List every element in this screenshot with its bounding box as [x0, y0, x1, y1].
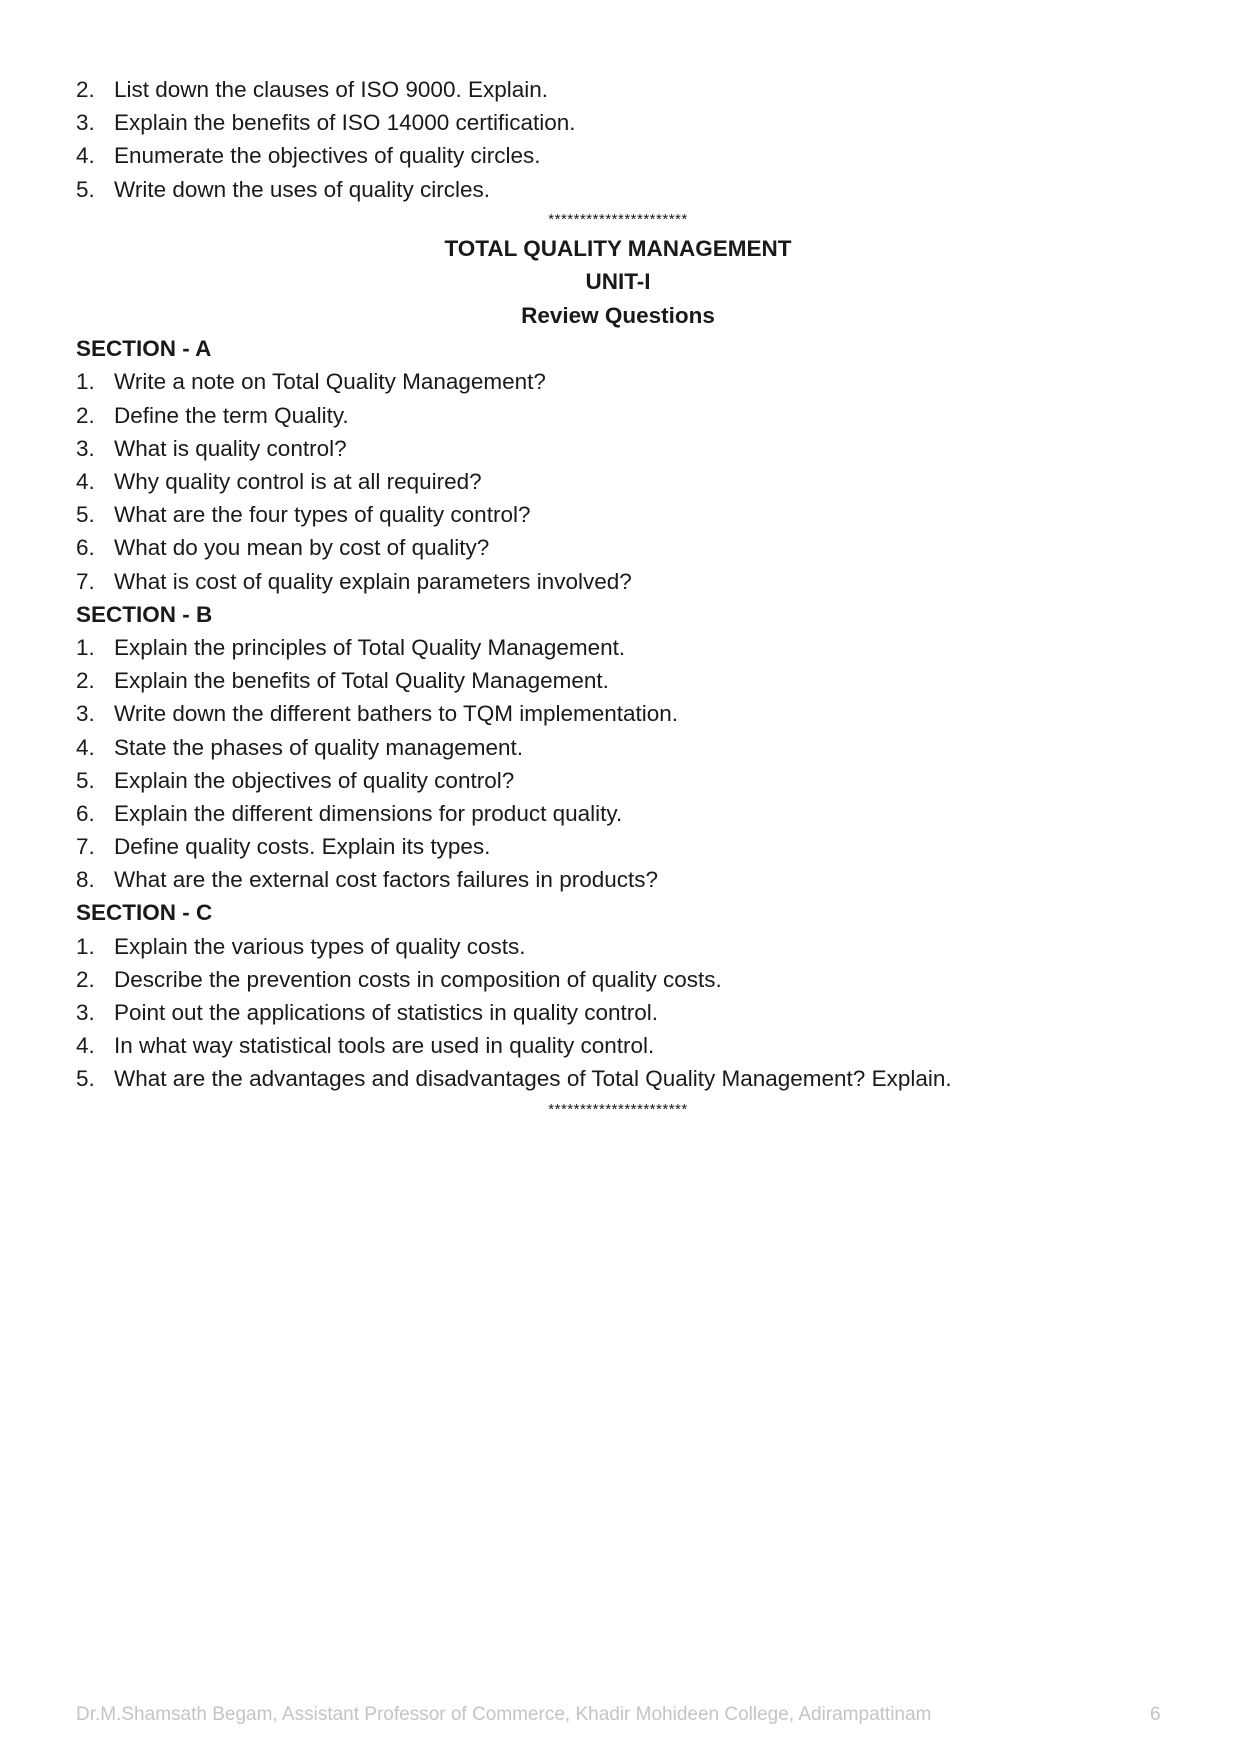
question-text: What is quality control? — [114, 435, 347, 461]
page-number: 6 — [1150, 1704, 1161, 1725]
section-c-heading: SECTION - C — [76, 900, 213, 926]
question-text: In what way statistical tools are used in quality control. — [114, 1033, 655, 1059]
question-item — [76, 1029, 1176, 1062]
question-number: 8. — [76, 867, 95, 893]
question-text: Write a note on Total Quality Management? — [114, 369, 546, 395]
question-text: Explain the benefits of Total Quality Management. — [114, 668, 609, 694]
question-item — [76, 432, 1176, 465]
question-number: 2. — [76, 402, 95, 428]
question-number: 1. — [76, 634, 95, 660]
question-text: Explain the objectives of quality control? — [114, 767, 515, 793]
question-item — [76, 465, 1176, 498]
question-item — [76, 631, 1176, 664]
question-number: 4. — [76, 1033, 95, 1059]
document-title: TOTAL QUALITY MANAGEMENT — [444, 235, 792, 261]
separator-stars: ********************** — [548, 1100, 688, 1118]
section-a-heading: SECTION - A — [76, 336, 212, 362]
question-item — [76, 697, 1176, 730]
question-item — [76, 139, 1176, 172]
question-text: Explain the benefits of ISO 14000 certification. — [114, 110, 576, 136]
question-text: What are the advantages and disadvantages of Total Quality Management? Explain. — [114, 1066, 952, 1092]
question-item — [76, 106, 1176, 139]
question-number: 5. — [76, 502, 95, 528]
unit-heading: UNIT-I — [585, 269, 651, 295]
section-c-question-list — [76, 930, 1176, 1096]
question-item — [76, 863, 1176, 896]
question-number: 7. — [76, 834, 95, 860]
question-text: Describe the prevention costs in composition of quality costs. — [114, 966, 722, 992]
page-footer: Dr.M.Shamsath Begam, Assistant Professor of Commerce, Khadir Mohideen College, Adirampattinam — [76, 1704, 932, 1725]
question-item — [76, 830, 1176, 863]
question-number: 5. — [76, 1066, 95, 1092]
question-number: 4. — [76, 734, 95, 760]
section-b-question-list — [76, 631, 1176, 897]
question-number: 6. — [76, 535, 95, 561]
question-text: Define quality costs. Explain its types. — [114, 834, 491, 860]
review-questions-heading: Review Questions — [521, 302, 715, 328]
question-item — [76, 930, 1176, 963]
question-item — [76, 664, 1176, 697]
question-number: 2. — [76, 966, 95, 992]
question-item — [76, 731, 1176, 764]
question-text: What is cost of quality explain parameters involved? — [114, 568, 632, 594]
question-number: 2. — [76, 77, 95, 102]
question-text: Write down the uses of quality circles. — [114, 176, 490, 202]
section-b-heading: SECTION - B — [76, 601, 213, 627]
question-item — [76, 531, 1176, 564]
section-a-question-list — [76, 365, 1176, 597]
question-text: Enumerate the objectives of quality circles. — [114, 143, 541, 169]
question-text: What do you mean by cost of quality? — [114, 535, 490, 561]
question-number: 1. — [76, 933, 95, 959]
question-text: State the phases of quality management. — [114, 734, 524, 760]
question-text: Point out the applications of statistics in quality control. — [114, 1000, 659, 1025]
question-number: 7. — [76, 568, 95, 594]
question-text: Explain the principles of Total Quality Management. — [114, 634, 626, 660]
question-text: List down the clauses of ISO 9000. Explain. — [114, 77, 549, 102]
question-item — [76, 399, 1176, 432]
question-item — [76, 963, 1176, 996]
question-item — [76, 365, 1176, 398]
question-text: What are the external cost factors failures in products? — [114, 867, 659, 893]
question-text: Explain the various types of quality costs. — [114, 933, 526, 959]
page-content — [76, 73, 1176, 1122]
question-item — [76, 996, 1176, 1029]
question-item — [76, 1062, 1176, 1095]
previous-question-list — [76, 73, 1176, 206]
question-number: 3. — [76, 110, 95, 136]
question-item — [76, 173, 1176, 206]
question-item — [76, 565, 1176, 598]
question-number: 5. — [76, 767, 95, 793]
question-item — [76, 797, 1176, 830]
question-number: 1. — [76, 369, 95, 395]
question-number: 3. — [76, 1000, 95, 1025]
question-number: 3. — [76, 701, 95, 727]
question-item — [76, 73, 1176, 106]
question-number: 5. — [76, 176, 95, 202]
question-number: 4. — [76, 469, 95, 494]
question-number: 4. — [76, 143, 95, 169]
separator-stars: ********************** — [548, 210, 688, 228]
question-text: Explain the different dimensions for product quality. — [114, 800, 623, 826]
question-number: 3. — [76, 435, 95, 461]
question-text: Define the term Quality. — [114, 402, 349, 428]
question-text: Why quality control is at all required? — [114, 469, 482, 494]
question-item — [76, 498, 1176, 531]
question-item — [76, 764, 1176, 797]
question-number: 6. — [76, 800, 95, 826]
question-text: What are the four types of quality control? — [114, 502, 531, 528]
question-text: Write down the different bathers to TQM implementation. — [114, 701, 679, 727]
question-number: 2. — [76, 668, 95, 694]
